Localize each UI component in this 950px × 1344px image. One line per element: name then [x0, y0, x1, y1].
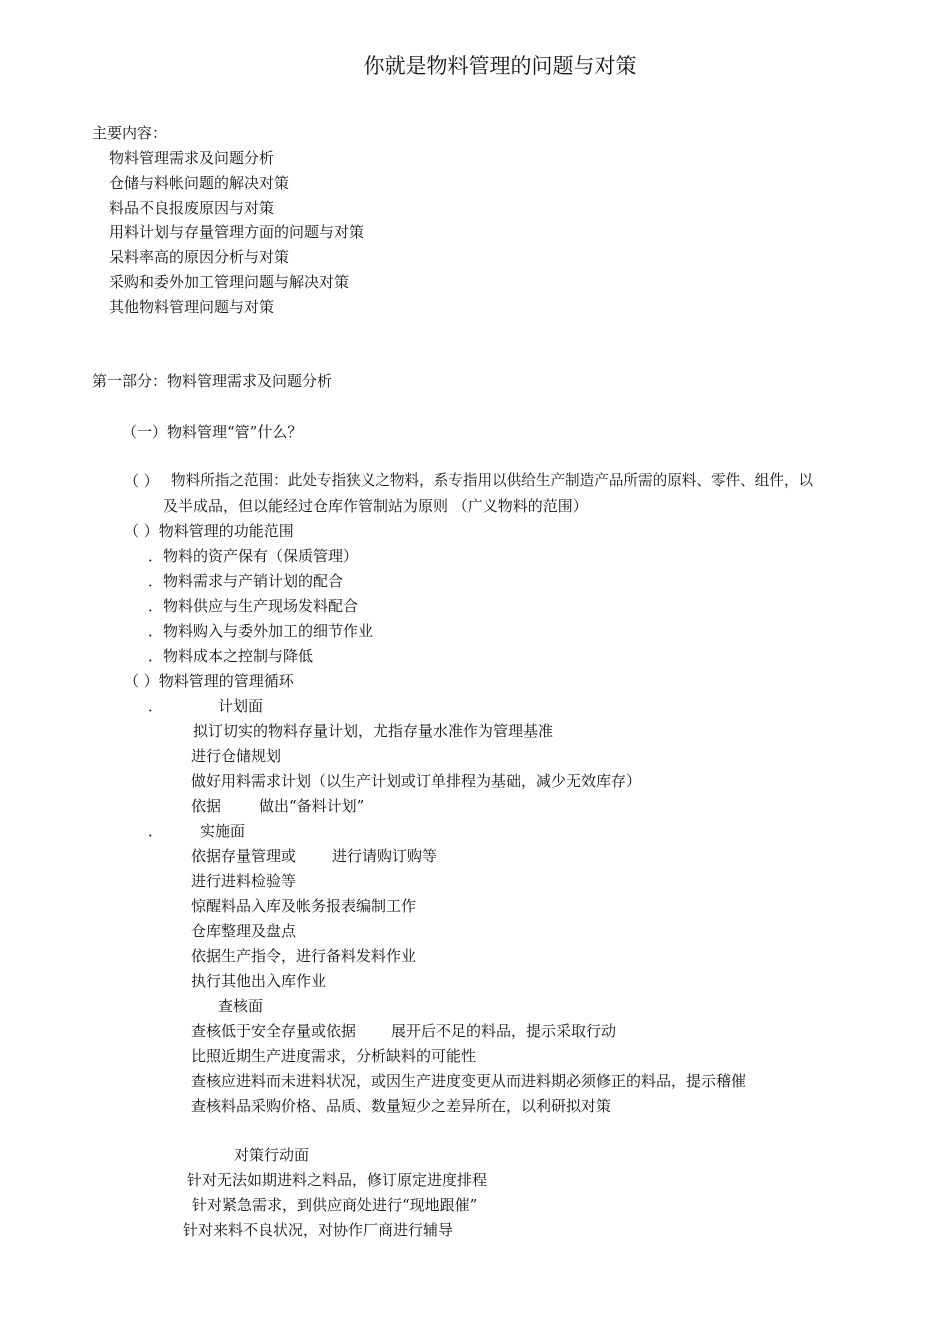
toc-item: 其他物料管理问题与对策	[109, 298, 275, 316]
function-item: ．物料需求与产销计划的配合	[148, 572, 344, 590]
function-item: ．物料的资产保有（保质管理）	[148, 547, 359, 565]
section-heading: （一）物料管理“管”什么？	[122, 423, 303, 441]
scope-paragraph-cont: 及半成品，但以能经过仓库作管制站为原则 （广义物料的范围）	[163, 497, 588, 515]
plan-item: 做好用料需求计划（以生产计划或订单排程为基础，减少无效库存）	[191, 772, 642, 790]
function-title: （ ）物料管理的功能范围	[124, 522, 294, 540]
function-item: ．物料供应与生产现场发料配合	[148, 597, 359, 615]
toc-item: 呆料率高的原因分析与对策	[109, 248, 290, 266]
exec-heading: 实施面	[200, 822, 246, 840]
plan-item-part: 依据	[191, 797, 222, 815]
toc-item: 料品不良报废原因与对策	[109, 199, 275, 217]
function-item: ．物料购入与委外加工的细节作业	[148, 622, 374, 640]
scope-paragraph: 物料所指之范围：此处专指狭义之物料，系专指用以供给生产制造产品所需的原料、零件、组件，以	[171, 472, 814, 489]
check-item: 查核料品采购价格、品质、数量短少之差异所在，以利研拟对策	[191, 1097, 612, 1115]
exec-item-part: 依据存量管理或	[191, 847, 297, 865]
toc-item: 采购和委外加工管理问题与解决对策	[109, 273, 350, 291]
action-heading: 对策行动面	[234, 1146, 310, 1164]
exec-item-part: 进行请购订购等	[332, 847, 438, 865]
check-heading: 查核面	[218, 997, 264, 1015]
toc-item: 物料管理需求及问题分析	[109, 149, 275, 167]
plan-item: 进行仓储规划	[191, 747, 282, 765]
exec-item: 仓库整理及盘点	[191, 922, 297, 940]
toc-item: 仓储与料帐问题的解决对策	[109, 174, 290, 192]
part-heading: 第一部分：物料管理需求及问题分析	[92, 372, 333, 390]
plan-item-part: 做出“备料计划”	[259, 797, 365, 815]
exec-item	[191, 846, 437, 866]
bullet-dot: ．	[148, 822, 164, 840]
plan-item: 拟订切实的物料存量计划，尤指存量水准作为管理基准	[193, 722, 554, 740]
check-item-part: 查核低于安全存量或依据	[191, 1022, 357, 1040]
plan-item	[191, 796, 364, 816]
exec-item: 依据生产指令，进行备料发料作业	[191, 947, 417, 965]
action-item: 针对来料不良状况，对协作厂商进行辅导	[183, 1221, 454, 1239]
function-item: ．物料成本之控制与降低	[148, 647, 314, 665]
exec-item: 进行进料检验等	[191, 872, 297, 890]
list-bracket: （ ）	[124, 472, 159, 490]
toc-item: 用料计划与存量管理方面的问题与对策	[109, 223, 365, 241]
exec-item: 执行其他出入库作业	[191, 972, 327, 990]
document-title: 你就是物料管理的问题与对策	[363, 54, 637, 78]
action-item: 针对无法如期进料之料品，修订原定进度排程	[187, 1171, 488, 1189]
plan-heading: 计划面	[218, 697, 264, 715]
bullet-dot: ．	[148, 697, 164, 715]
toc-heading: 主要内容：	[92, 124, 168, 142]
exec-item: 惊醒料品入库及帐务报表编制工作	[191, 897, 417, 915]
check-item: 比照近期生产进度需求，分析缺料的可能性	[191, 1047, 477, 1065]
check-item: 查核应进料而未进料状况，或因生产进度变更从而进料期必须修正的料品，提示稽催	[191, 1072, 747, 1090]
cycle-title: （ ）物料管理的管理循环	[124, 672, 294, 690]
check-item	[191, 1021, 616, 1041]
check-item-part: 展开后不足的料品，提示采取行动	[391, 1022, 617, 1040]
action-item: 针对紧急需求，到供应商处进行“现地跟催”	[192, 1196, 478, 1214]
